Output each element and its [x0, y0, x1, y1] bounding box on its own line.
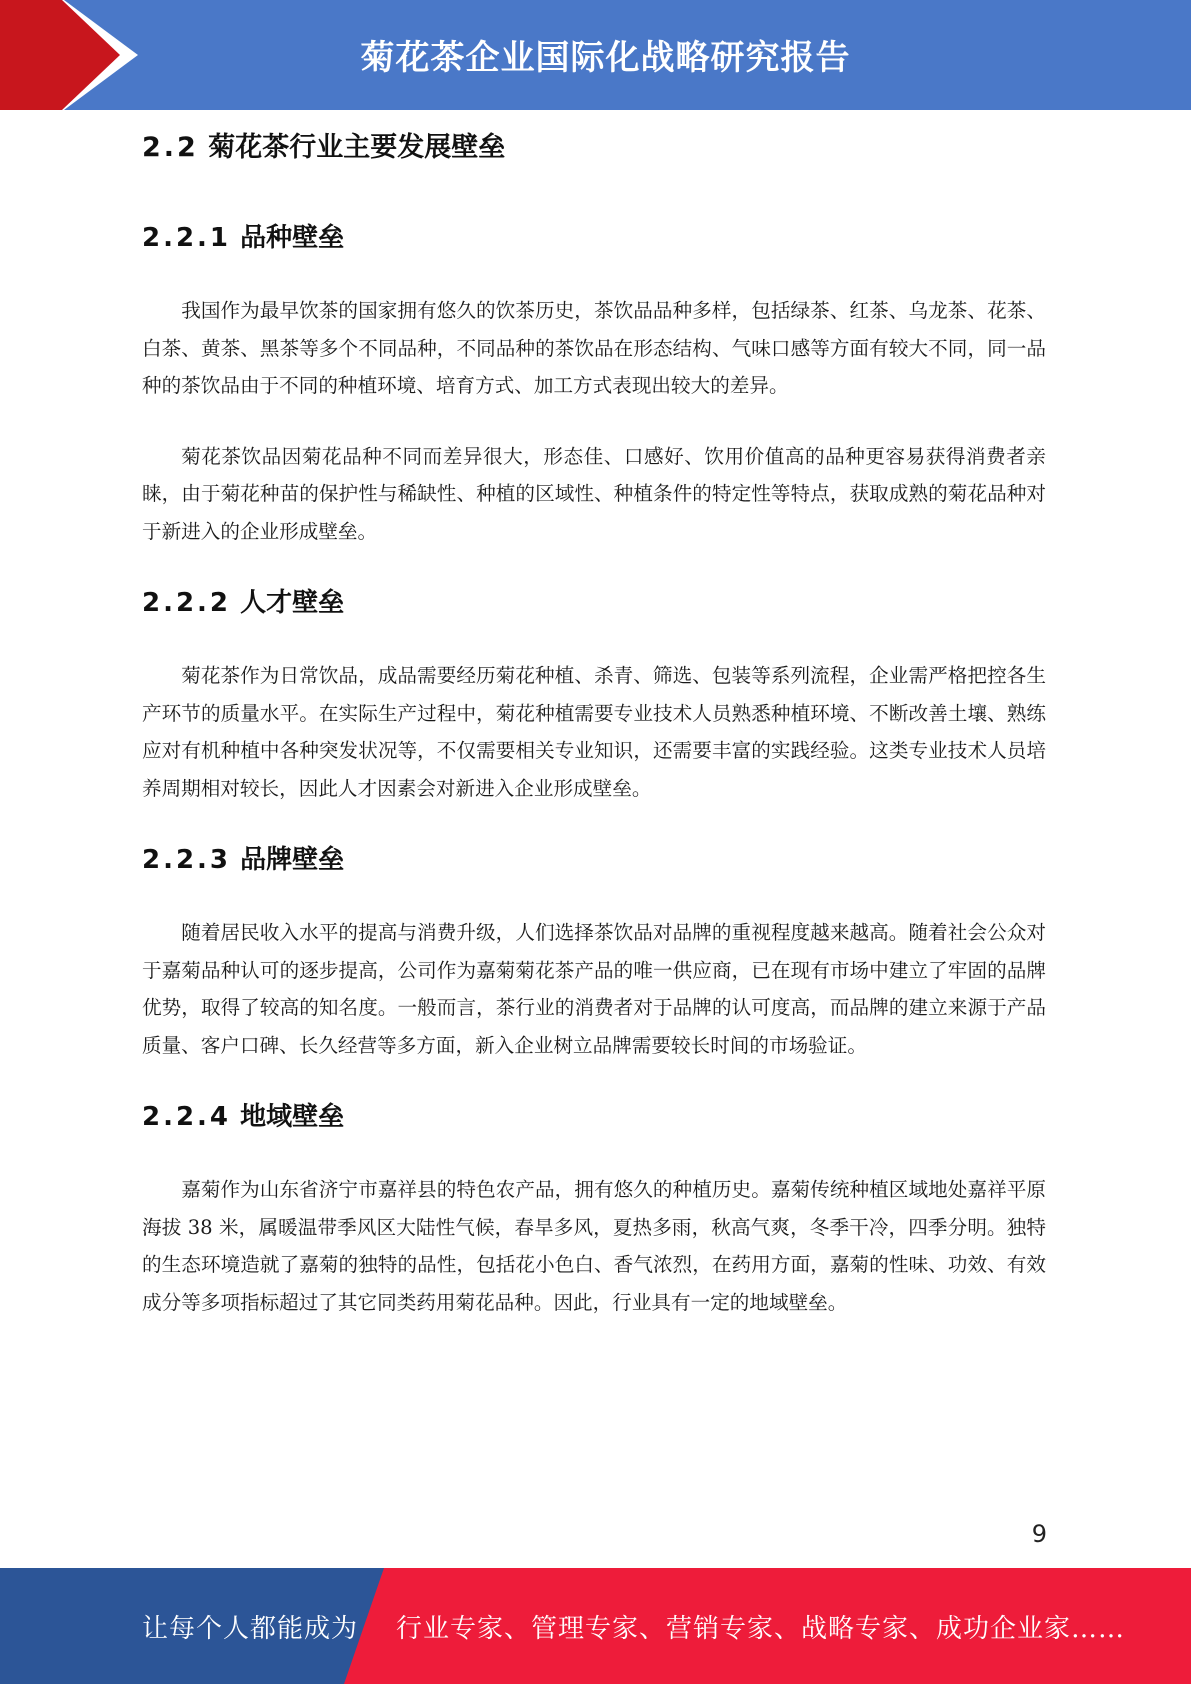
footer-slogan-left: 让每个人都能成为 [142, 1614, 359, 1644]
subsection-number: 2.2.4 [142, 1102, 232, 1132]
section-title: 菊花茶行业主要发展壁垒 [208, 132, 506, 163]
subsection-heading [142, 1097, 1046, 1137]
subsection-title: 品种壁垒 [240, 223, 345, 253]
subsection-heading [142, 583, 1046, 623]
subsection-heading [142, 840, 1046, 880]
subsection-number: 2.2.2 [142, 588, 232, 618]
paragraph: 我国作为最早饮茶的国家拥有悠久的饮茶历史，茶饮品品种多样，包括绿茶、红茶、乌龙茶、花茶、白茶、黄茶、黑茶等多个不同品种，不同品种的茶饮品在形态结构、气味口感等方面有较大不同，同一品种的茶饮品由于不同的种植环境、培育方式、加工方式表现出较大的差异。 [142, 299, 1046, 397]
subsection-heading [142, 218, 1046, 258]
footer-slogan-right: 行业专家、管理专家、营销专家、战略专家、成功企业家…… [396, 1614, 1126, 1644]
report-title: 菊花茶企业国际化战略研究报告 [360, 38, 851, 78]
page-footer [0, 1568, 1191, 1684]
subsection-title: 人才壁垒 [240, 588, 345, 618]
document-body [142, 128, 1046, 1321]
subsection-number: 2.2.1 [142, 223, 232, 253]
paragraph: 嘉菊作为山东省济宁市嘉祥县的特色农产品，拥有悠久的种植历史。嘉菊传统种植区域地处嘉祥平原海拔 38 米，属暖温带季风区大陆性气候，春旱多风，夏热多雨，秋高气爽，冬季干冷，四季分明。独特的生态环境造就了嘉菊的独特的品性，包括花小色白、香气浓烈，在药用方面，嘉菊的性味、功效、有效成分等多项指标超过了其它同类药用菊花品种。因此，行业具有一定的地域壁垒。 [142, 1178, 1046, 1314]
page-number: 9 [1031, 1520, 1047, 1548]
page-header [0, 0, 1191, 110]
paragraph: 随着居民收入水平的提高与消费升级，人们选择茶饮品对品牌的重视程度越来越高。随着社会公众对于嘉菊品种认可的逐步提高，公司作为嘉菊菊花茶产品的唯一供应商，已在现有市场中建立了牢固的品牌优势，取得了较高的知名度。一般而言，茶行业的消费者对于品牌的认可度高，而品牌的建立来源于产品质量、客户口碑、长久经营等多方面，新入企业树立品牌需要较长时间的市场验证。 [142, 921, 1046, 1057]
section-number: 2.2 [142, 132, 199, 163]
subsection-title: 品牌壁垒 [240, 845, 345, 875]
paragraph: 菊花茶饮品因菊花品种不同而差异很大，形态佳、口感好、饮用价值高的品种更容易获得消费者亲睐，由于菊花种苗的保护性与稀缺性、种植的区域性、种植条件的特定性等特点，获取成熟的菊花品种对于新进入的企业形成壁垒。 [142, 444, 1046, 543]
subsection-title: 地域壁垒 [240, 1102, 345, 1132]
section-heading [142, 128, 1046, 168]
paragraph: 菊花茶作为日常饮品，成品需要经历菊花种植、杀青、筛选、包装等系列流程，企业需严格把控各生产环节的质量水平。在实际生产过程中，菊花种植需要专业技术人员熟悉种植环境、不断改善土壤、熟练应对有机种植中各种突发状况等，不仅需要相关专业知识，还需要丰富的实践经验。这类专业技术人员培养周期相对较长，因此人才因素会对新进入企业形成壁垒。 [142, 664, 1046, 800]
subsection-number: 2.2.3 [142, 845, 232, 875]
